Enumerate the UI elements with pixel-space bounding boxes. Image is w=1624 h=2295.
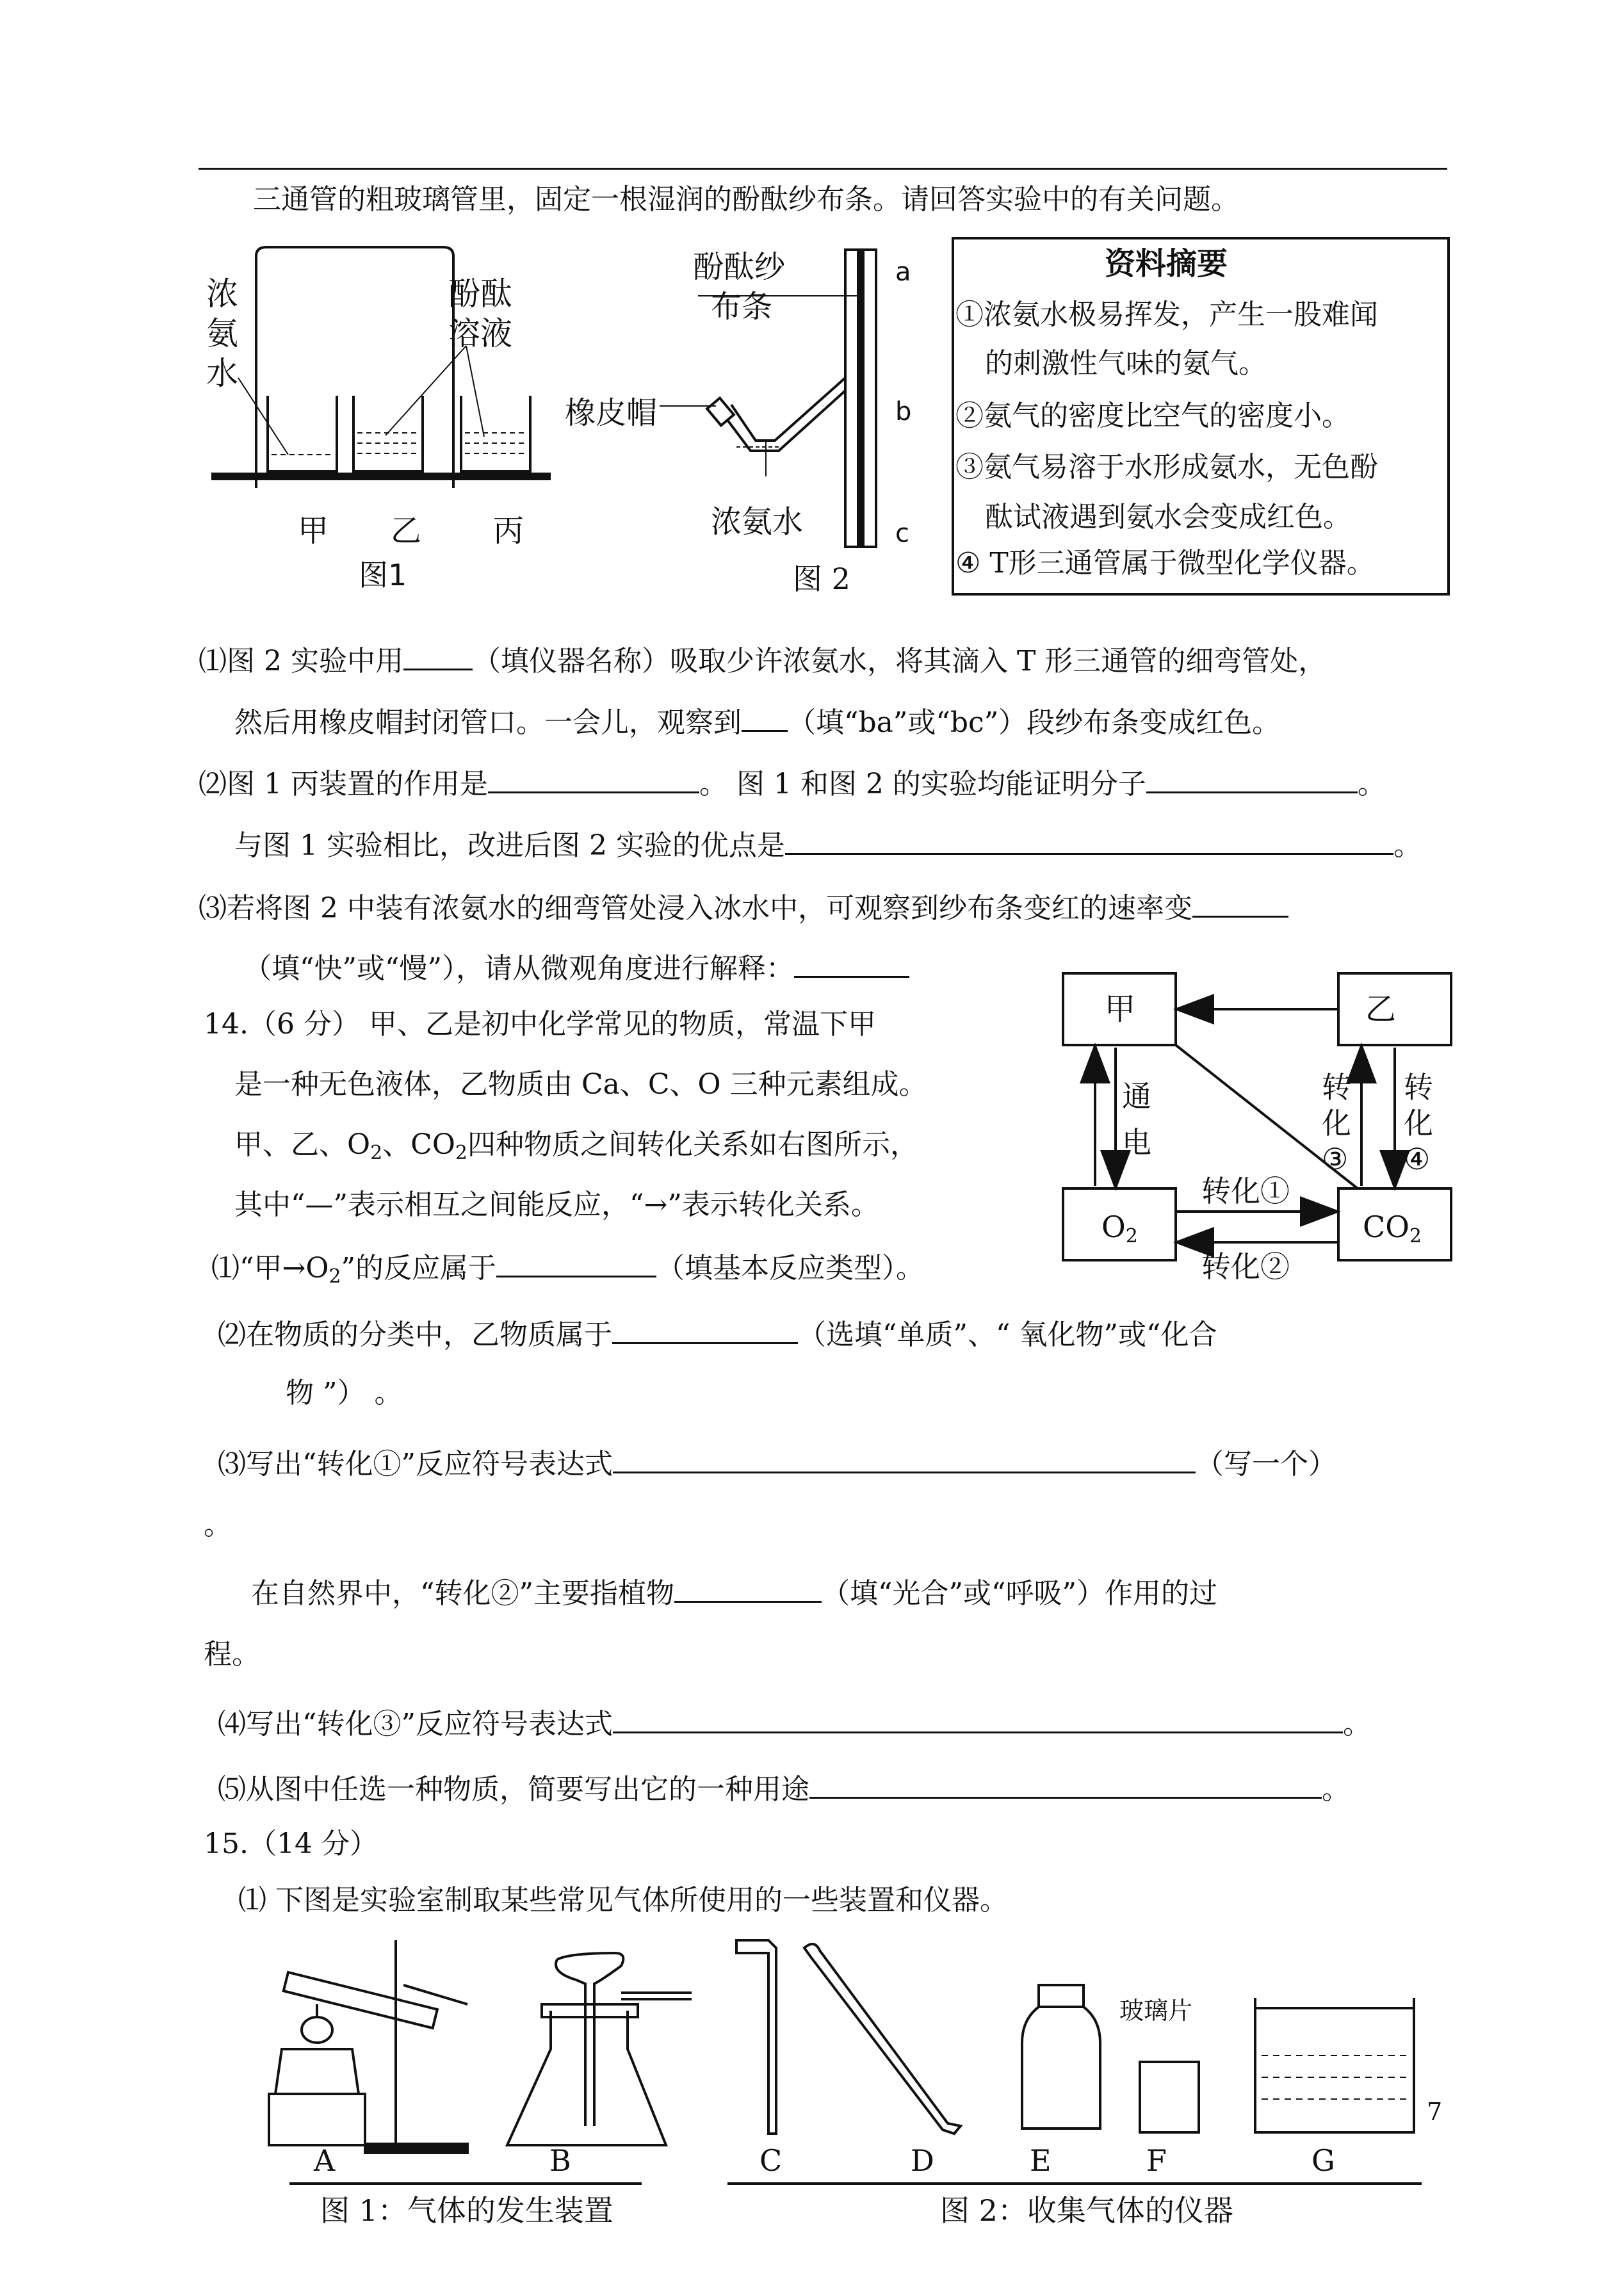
fig2-label-strip-1: 酚酞纱 [693,249,786,285]
diagram-label-zh3-1: 转 [1322,1070,1351,1105]
q14-line4: 其中“—”表示相互之间能反应，“→”表示转化关系。 [234,1188,879,1221]
apparatus-c [736,1940,776,2134]
text: 。 图 1 和图 2 的实验均能证明分子 [699,768,1146,800]
q14-part3-period: 。 [204,1509,232,1541]
subscript: 2 [329,1265,341,1288]
diagram-label-zh2: 转化② [1201,1249,1290,1284]
answer-blank-segment[interactable] [742,702,788,732]
text: 。 [1393,829,1422,862]
apparatus-label-glass: 玻璃片 [1119,1997,1193,2025]
text: （填“快”或“慢”），请从微观角度进行解释： [243,952,794,985]
q14-part2-line2: 物 ”） 。 [286,1377,403,1409]
fig2-mark-a: a [895,257,911,287]
text: ⑵图 1 丙装置的作用是 [199,768,488,800]
q13-part3-line2 [243,948,909,987]
text: ”的反应属于 [341,1252,497,1285]
text: ⑶若将图 2 中装有浓氨水的细弯管处浸入冰水中，可观察到纱布条变红的速率变 [199,892,1192,925]
apparatus-label-d: D [911,2143,934,2178]
fig1-label-phenol: 酚酞溶液 [448,275,512,352]
diagram-label-zh4-1: 转 [1404,1070,1433,1105]
q13-part2-line1 [199,763,1386,802]
apparatus-illustration [256,1934,1460,2177]
q14-part3-line1 [218,1443,1336,1482]
fig1-caption: 图1 [359,558,407,592]
text: CO [1363,1210,1409,1244]
diagram-label-zh1: 转化① [1201,1174,1290,1208]
fig1-beaker-yi: 乙 [391,513,422,549]
fig2-mark-c: c [895,519,909,548]
q14-line2: 是一种无色液体，乙物质由 Ca、C、O 三种元素组成。 [234,1068,927,1101]
apparatus-label-e: E [1030,2143,1052,2178]
diagram-node-yi: 乙 [1365,991,1397,1027]
fig1-beaker-bing: 丙 [493,513,524,549]
q15-head: 15.（14 分） [204,1828,378,1860]
info-line-5: 酞试液遇到氨水会变成红色。 [985,501,1351,533]
text: ⑸从图中任选一种物质，简要写出它的一种用途 [218,1773,809,1806]
answer-blank-rate[interactable] [1192,888,1288,918]
text: 甲、乙、O [234,1128,371,1161]
text: ⑶写出“转化①”反应符号表达式 [218,1448,613,1480]
diagram-node-co2 [1363,1209,1422,1254]
diagram-label-tongdian-2: 电 [1122,1125,1151,1160]
figure-caption-1: 图 1：气体的发生装置 [320,2193,613,2228]
text: 。 [1322,1773,1350,1806]
fig2-label-strip-2: 布条 [711,289,773,325]
text: ⑵在物质的分类中，乙物质属于 [218,1318,612,1351]
q13-part2-line2 [234,825,1422,864]
info-line-1: ①浓氨水极易挥发，产生一股难闻 [955,298,1378,331]
diagram-node-o2 [1101,1209,1138,1254]
text: 、CO [382,1128,455,1161]
fig2-label-cap: 橡皮帽 [565,395,658,431]
q14-part3-line4: 程。 [204,1638,260,1671]
answer-blank-purpose[interactable] [488,763,699,793]
q14-head: 14.（6 分） 甲、乙是初中化学常见的物质，常温下甲 [204,1008,876,1041]
fig1-label-ammonia: 浓氨水 [206,275,238,392]
diagram-node-jia: 甲 [1105,991,1136,1027]
caption-rule-1 [289,2182,642,2185]
q14-part1 [211,1247,924,1295]
answer-blank-reaction-type[interactable] [496,1247,656,1277]
answer-blank-instrument[interactable] [403,640,473,670]
diagram-label-zh4-3: ④ [1404,1142,1431,1176]
text: 。 [1357,768,1386,800]
q13-part1-line2 [234,702,1280,741]
apparatus-d [804,1944,961,2134]
apparatus-e [1022,1985,1100,2129]
figure-caption-2: 图 2：收集气体的仪器 [940,2193,1233,2228]
text: （填仪器名称）吸取少许浓氨水，将其滴入 T 形三通管的细弯管处， [472,645,1327,677]
diagram-label-tongdian-1: 通 [1122,1079,1151,1114]
answer-blank-explain[interactable] [794,948,909,978]
subscript: 2 [370,1142,383,1164]
text: （填“ba”或“bc”）段纱布条变成红色。 [788,706,1281,739]
text: 与图 1 实验相比，改进后图 2 实验的优点是 [234,829,785,862]
info-line-3: ②氨气的密度比空气的密度小。 [955,400,1350,432]
info-line-6: ④ T形三通管属于微型化学仪器。 [955,547,1375,580]
text: O [1101,1210,1126,1244]
answer-blank-classification[interactable] [612,1314,798,1344]
apparatus-label-a: A [314,2143,336,2178]
answer-blank-equation-1[interactable] [613,1443,1196,1473]
info-box-title: 资料摘要 [1105,246,1228,282]
apparatus-label-f: F [1146,2143,1167,2178]
q13-part1-line1 [199,640,1326,679]
q14-part2-line1 [218,1314,1217,1353]
apparatus-b [507,1953,692,2145]
apparatus-label-g: G [1311,2143,1335,2178]
apparatus-label-b: B [549,2143,571,2178]
fig1-beaker-jia: 甲 [298,513,329,549]
answer-blank-use[interactable] [809,1769,1322,1799]
header-rule [199,168,1447,170]
text: ⑴图 2 实验中用 [199,645,403,677]
subscript: 2 [1409,1225,1422,1247]
subscript: 2 [455,1142,468,1164]
q13-part3-line1 [199,888,1288,927]
fig2-label-ammonia: 浓氨水 [711,504,804,540]
fig2-caption: 图 2 [793,562,850,596]
diagram-label-zh4-2: 化 [1404,1106,1433,1140]
answer-blank-equation-3[interactable] [613,1703,1343,1733]
diagram-label-zh3-2: 化 [1322,1106,1351,1140]
text: （写一个） [1196,1448,1336,1480]
text: 。 [1343,1708,1371,1740]
apparatus-label-c: C [759,2143,783,2178]
intro-text: 三通管的粗玻璃管里，固定一根湿润的酚酞纱布条。请回答实验中的有关问题。 [253,183,1239,216]
q14-part3-line3 [251,1573,1217,1612]
text: ⑴“甲→O [211,1252,329,1285]
diagram-label-zh3-3: ③ [1322,1142,1349,1176]
q14-line3 [234,1127,918,1171]
caption-rule-2 [727,2182,1422,2185]
apparatus-g [1255,1998,1414,2132]
answer-blank-molecule[interactable] [1146,763,1358,793]
answer-blank-plant-process[interactable] [674,1573,822,1603]
text: ⑷写出“转化③”反应符号表达式 [218,1708,613,1740]
info-line-2: 的刺激性气味的氨气。 [985,347,1267,380]
text: 然后用橡皮帽封闭管口。一会儿，观察到 [234,706,742,739]
text: （选填“单质”、“ 氧化物”或“化合 [798,1318,1217,1351]
q14-part5 [218,1769,1350,1808]
fig2-mark-b: b [895,397,912,426]
q15-part1: ⑴ 下图是实验室制取某些常见气体所使用的一些装置和仪器。 [238,1884,1008,1917]
apparatus-f [1140,2062,1199,2132]
answer-blank-advantage[interactable] [785,825,1393,855]
text: （填基本反应类型）。 [656,1252,925,1285]
text: 在自然界中，“转化②”主要指植物 [251,1577,674,1610]
text: （填“光合”或“呼吸”）作用的过 [822,1577,1217,1610]
subscript: 2 [1125,1225,1138,1247]
info-line-4: ③氨气易溶于水形成氨水，无色酚 [955,451,1378,483]
page-number: 7 [1427,2098,1443,2126]
apparatus-a [269,1940,467,2153]
q14-part4 [218,1703,1371,1742]
text: 四种物质之间转化关系如右图所示， [467,1128,919,1161]
